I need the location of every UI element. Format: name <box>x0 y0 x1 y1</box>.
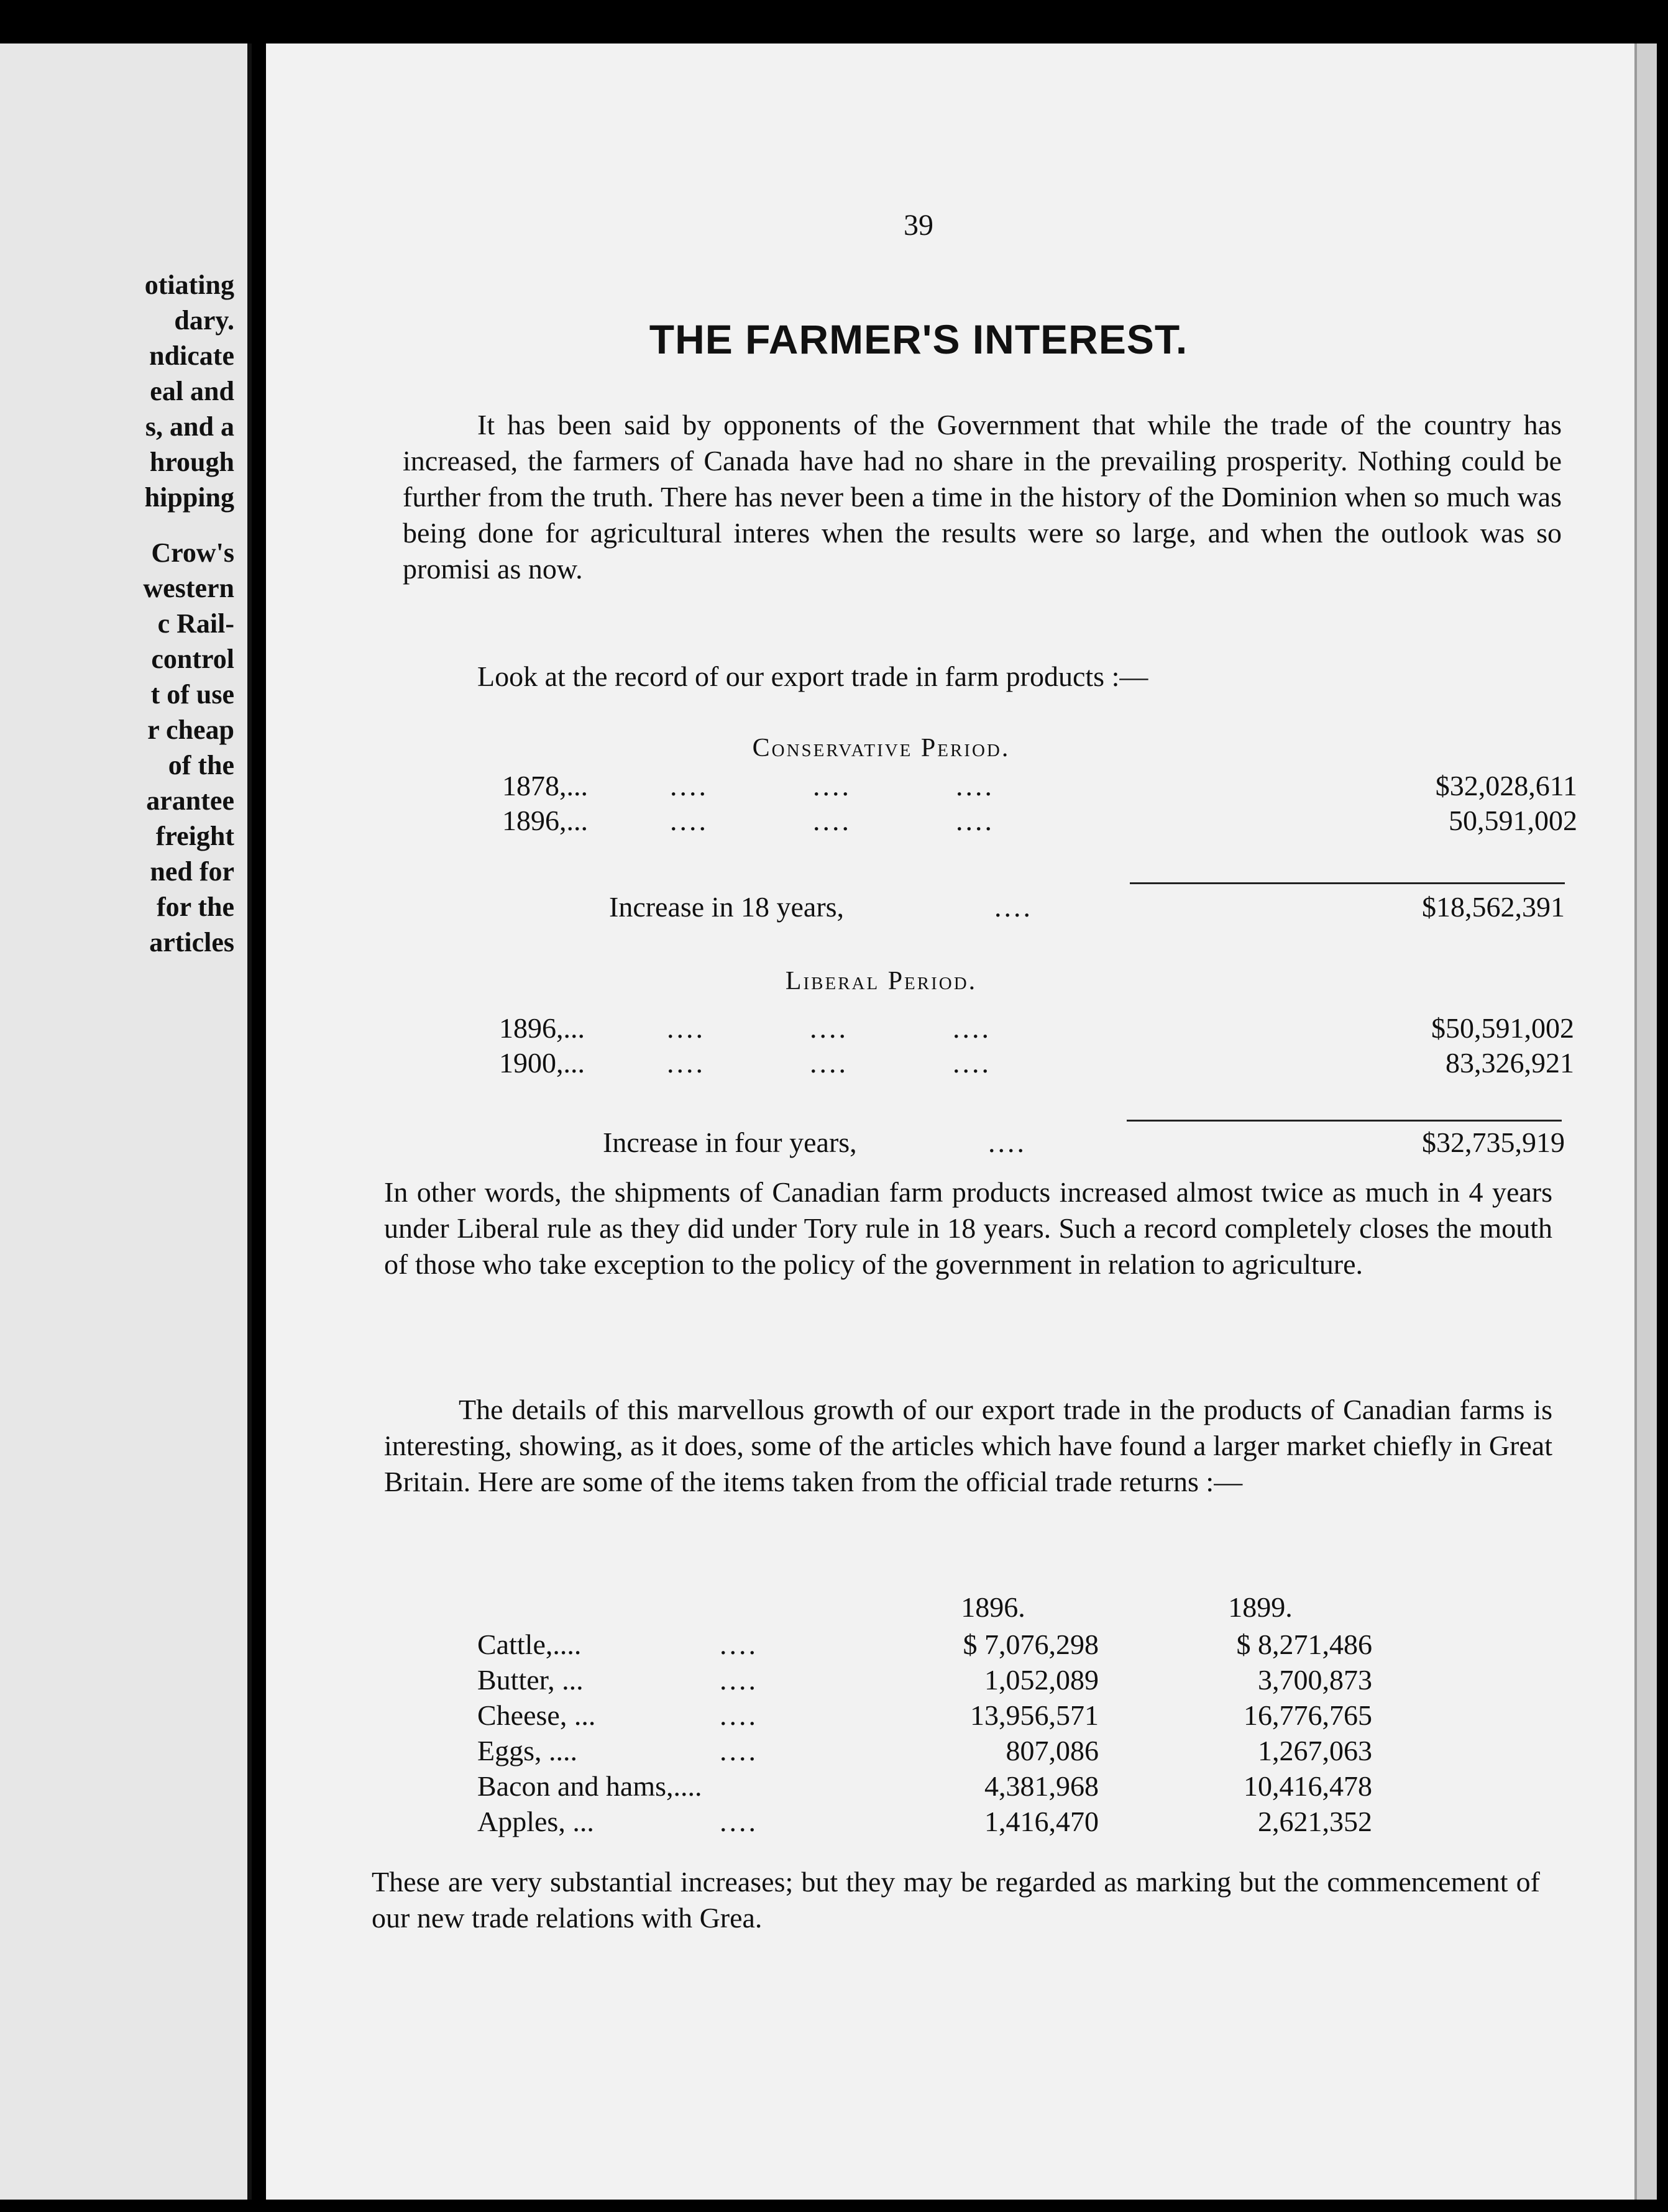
ledger-row <box>502 769 1577 804</box>
value-1896: 13,956,571 <box>970 1699 1099 1731</box>
details-paragraph: The details of this marvellous growth of our export trade in the products of Canadian farms is interesting, showing, as it does, some of the articles which have found a larger market chiefly in Great Britain. Here are some of the items taken from the official trade returns :— <box>384 1394 1552 1497</box>
leader-dots: .... <box>813 805 851 836</box>
ledger-amount: 50,591,002 <box>1449 805 1577 836</box>
value-1899: 16,776,765 <box>1244 1699 1372 1731</box>
fragment-line: freight <box>155 821 234 851</box>
fragment-line: of the <box>168 750 234 780</box>
facing-page <box>0 43 252 2200</box>
ledger-row <box>499 1046 1574 1081</box>
fragment-line: t of use <box>150 679 234 710</box>
item-name: Apples, ... <box>477 1806 594 1837</box>
lead-in-paragraph: Look at the record of our export trade in farm products :— <box>477 660 1148 692</box>
export-items-table <box>477 1591 1565 1840</box>
leader-dots: .... <box>720 1664 758 1696</box>
leader-dots: .... <box>720 1806 758 1837</box>
leader-dots: .... <box>720 1699 758 1731</box>
intro-paragraph: It has been said by opponents of the Government that while the trade of the country has increased, the farmers of Canada have had no share in the prevailing prosperity. Nothing could be further from the truth. There has never been a time in the history of the Dominion when so much was being done for agricultural interes when the results were so large, and when the outlook was so promisi as now. <box>403 409 1562 585</box>
sum-rule <box>1130 882 1565 884</box>
fragment-line: hrough <box>149 447 234 477</box>
value-1896: 1,052,089 <box>984 1664 1099 1696</box>
conservative-total <box>609 890 1565 928</box>
leader-dots: .... <box>670 770 708 802</box>
leader-dots: .... <box>720 1735 758 1766</box>
ledger-year: 1878,... <box>502 770 588 802</box>
leader-dots: .... <box>988 1127 1027 1158</box>
liberal-total <box>603 1126 1565 1163</box>
leader-dots: .... <box>670 805 708 836</box>
leader-dots: .... <box>953 1047 991 1079</box>
total-amount: $18,562,391 <box>1422 891 1565 923</box>
value-1899: 2,621,352 <box>1258 1806 1372 1837</box>
value-1896: 1,416,470 <box>984 1806 1099 1837</box>
leader-dots: .... <box>720 1629 758 1660</box>
column-header: 1896. <box>961 1591 1025 1623</box>
fragment-line: articles <box>149 927 234 957</box>
liberal-period-title: Liberal Period. <box>785 967 978 995</box>
table-header <box>477 1591 1565 1628</box>
fragment-line: r cheap <box>147 715 234 745</box>
fragment-line: Crow's <box>151 537 234 568</box>
document-page <box>266 43 1648 2200</box>
fragment-line: s, and a <box>145 411 234 442</box>
item-name: Cattle,.... <box>477 1629 582 1660</box>
fragment-line: ndicate <box>149 340 234 371</box>
conservative-period-title: Conservative Period. <box>752 734 1010 762</box>
value-1896: 4,381,968 <box>984 1770 1099 1802</box>
item-name: Bacon and hams,.... <box>477 1770 702 1802</box>
table-row <box>477 1734 1565 1770</box>
value-1899: 3,700,873 <box>1258 1664 1372 1696</box>
table-row <box>477 1628 1565 1663</box>
total-label: Increase in four years, <box>603 1127 857 1158</box>
ledger-row <box>502 804 1577 839</box>
item-name: Eggs, .... <box>477 1735 577 1766</box>
leader-dots: .... <box>810 1047 848 1079</box>
fragment-line: ned for <box>150 856 234 887</box>
leader-dots: .... <box>667 1047 705 1079</box>
closing-paragraph: These are very substantial increases; but they may be regarded as marking but the commencement of our new trade relations with Grea. <box>372 1866 1540 1934</box>
conservative-ledger <box>502 769 1577 839</box>
fragment-line: for the <box>156 892 234 922</box>
table-row <box>477 1805 1565 1840</box>
fragment-line: otiating <box>144 270 234 300</box>
fragment-line: eal and <box>150 376 234 406</box>
page-title: THE FARMER'S INTEREST. <box>649 316 1188 362</box>
page-gutter <box>247 43 252 2200</box>
sum-rule <box>1127 1120 1562 1122</box>
ledger-year: 1900,... <box>499 1047 585 1079</box>
value-1899: 1,267,063 <box>1258 1735 1372 1766</box>
fragment-line: western <box>143 573 234 603</box>
ledger-year: 1896,... <box>502 805 588 836</box>
fragment-line: c Rail- <box>157 608 234 639</box>
ledger-year: 1896,... <box>499 1012 585 1044</box>
item-name: Butter, ... <box>477 1664 584 1696</box>
fragment-line: arantee <box>146 785 234 816</box>
facing-page-text <box>11 267 234 960</box>
table-row <box>477 1770 1565 1805</box>
ledger-amount: $32,028,611 <box>1435 770 1577 802</box>
value-1899: $ 8,271,486 <box>1236 1629 1372 1660</box>
leader-dots: .... <box>810 1012 848 1044</box>
fragment-line: control <box>151 644 234 674</box>
fragment-line: hipping <box>144 482 234 513</box>
ledger-amount: 83,326,921 <box>1446 1047 1574 1079</box>
ledger-row <box>499 1012 1574 1046</box>
leader-dots: .... <box>956 770 994 802</box>
page-edge <box>1634 43 1657 2200</box>
value-1899: 10,416,478 <box>1244 1770 1372 1802</box>
page-number: 39 <box>904 209 933 242</box>
column-header: 1899. <box>1228 1591 1293 1623</box>
item-name: Cheese, ... <box>477 1699 596 1731</box>
value-1896: 807,086 <box>1006 1735 1099 1766</box>
leader-dots: .... <box>953 1012 991 1044</box>
total-label: Increase in 18 years, <box>609 891 845 923</box>
table-row <box>477 1663 1565 1699</box>
value-1896: $ 7,076,298 <box>963 1629 1099 1660</box>
total-amount: $32,735,919 <box>1422 1127 1565 1158</box>
ledger-amount: $50,591,002 <box>1431 1012 1574 1044</box>
leader-dots: .... <box>994 891 1033 923</box>
leader-dots: .... <box>667 1012 705 1044</box>
fragment-line: dary. <box>174 305 234 336</box>
leader-dots: .... <box>956 805 994 836</box>
leader-dots: .... <box>813 770 851 802</box>
table-row <box>477 1699 1565 1734</box>
comparison-paragraph: In other words, the shipments of Canadian farm products increased almost twice as much in 4 years under Liberal rule as they did under Tory rule in 18 years. Such a record completely closes the mouth of those who take exception to the policy of the government in relation to agriculture. <box>384 1176 1552 1280</box>
liberal-ledger <box>499 1012 1574 1081</box>
